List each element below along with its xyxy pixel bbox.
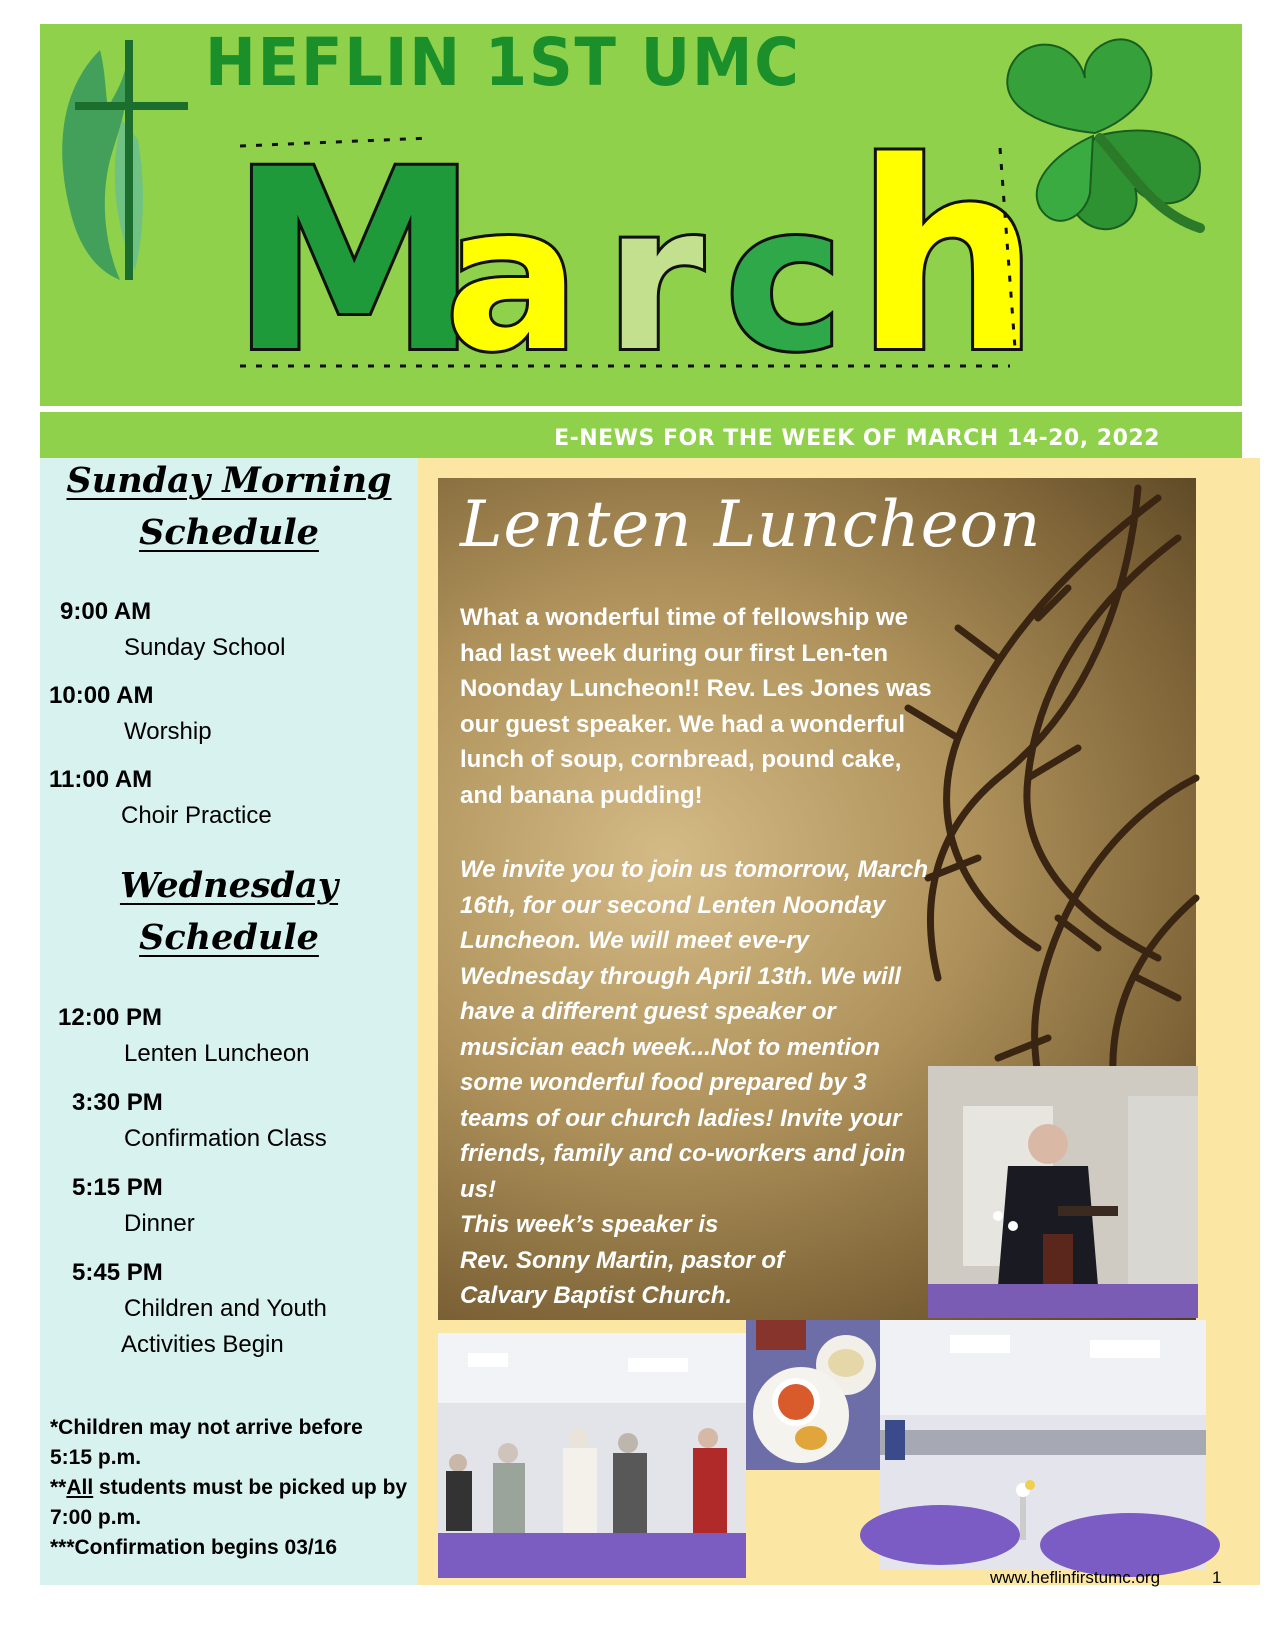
sunday-schedule-heading <box>40 455 418 559</box>
schedule-time: 3:30 PM <box>72 1089 163 1116</box>
month-letter: h <box>855 108 1041 410</box>
schedule-event: Activities Begin <box>121 1331 284 1358</box>
note-pickup: **All students must be picked up by 7:00 p.m. <box>50 1476 408 1529</box>
wednesday-schedule-heading <box>40 860 418 964</box>
schedule-time: 11:00 AM <box>49 766 153 793</box>
wednesday-heading-line1: Wednesday <box>119 865 339 906</box>
enews-line: E-NEWS FOR THE WEEK OF MARCH 14-20, 2022 <box>554 426 1160 451</box>
note-confirmation: ***Confirmation begins 03/16 <box>50 1536 338 1559</box>
church-name: HEFLIN 1ST UMC <box>205 24 801 101</box>
feature-title: Lenten Luncheon <box>460 488 1042 562</box>
schedule-time: 5:45 PM <box>72 1259 163 1286</box>
schedule-event: Dinner <box>124 1210 195 1237</box>
cross-and-flame-icon <box>50 30 190 286</box>
schedule-event: Children and Youth <box>124 1295 327 1322</box>
feature-paragraph-speaker: This week’s speaker is Rev. Sonny Martin, pastor of Calvary Baptist Church. <box>460 1211 785 1309</box>
schedule-event: Worship <box>124 718 212 745</box>
wednesday-heading-line2: Schedule <box>139 917 319 958</box>
fellowship-hall-serving-line-photo <box>438 1333 746 1578</box>
month-letter: M <box>230 116 479 407</box>
note-arrival: *Children may not arrive before 5:15 p.m. <box>50 1416 363 1469</box>
footer-url[interactable]: www.heflinfirstumc.org <box>990 1568 1161 1587</box>
schedule-time: 10:00 AM <box>49 682 154 709</box>
schedule-notes <box>50 1413 410 1563</box>
feature-paragraph-recap: What a wonderful time of fellowship we had last week during our first Len-ten Noonday Luncheon!! Rev. Les Jones was our guest speaker. We had a wonderful lunch of soup, cornbread, pound cake, and banana pudding! <box>460 604 932 809</box>
soup-and-cornbread-photo <box>746 1320 880 1470</box>
schedule-time: 5:15 PM <box>72 1174 163 1201</box>
fellowship-hall-tables-photo <box>880 1320 1206 1570</box>
schedule-time: 12:00 PM <box>58 1004 163 1031</box>
speaker-at-podium-photo <box>928 1066 1198 1318</box>
month-letter: a <box>445 163 580 396</box>
schedule-event: Sunday School <box>124 634 286 661</box>
shamrock-icon <box>985 28 1220 248</box>
schedule-event: Confirmation Class <box>124 1125 327 1152</box>
feature-paragraph-invite: We invite you to join us tomorrow, March 16th, for our second Lenten Noonday Luncheon. We will meet eve-ry Wednesday through April 13th. We will have a different guest speaker or musician each week...Not to mention some wonderful food prepared by 3 teams of our church ladies! Invite your friends, family and co-workers and join us! <box>460 856 929 1203</box>
sunday-heading-line2: Schedule <box>139 512 319 553</box>
schedule-time: 9:00 AM <box>60 598 152 625</box>
schedule-event: Lenten Luncheon <box>124 1040 310 1067</box>
month-title <box>230 108 1041 410</box>
month-letter: c <box>725 163 844 396</box>
month-letter: r <box>605 163 704 396</box>
schedule-event: Choir Practice <box>121 802 272 829</box>
sunday-heading-line1: Sunday Morning <box>66 460 392 501</box>
page-number: 1 <box>1212 1568 1222 1587</box>
